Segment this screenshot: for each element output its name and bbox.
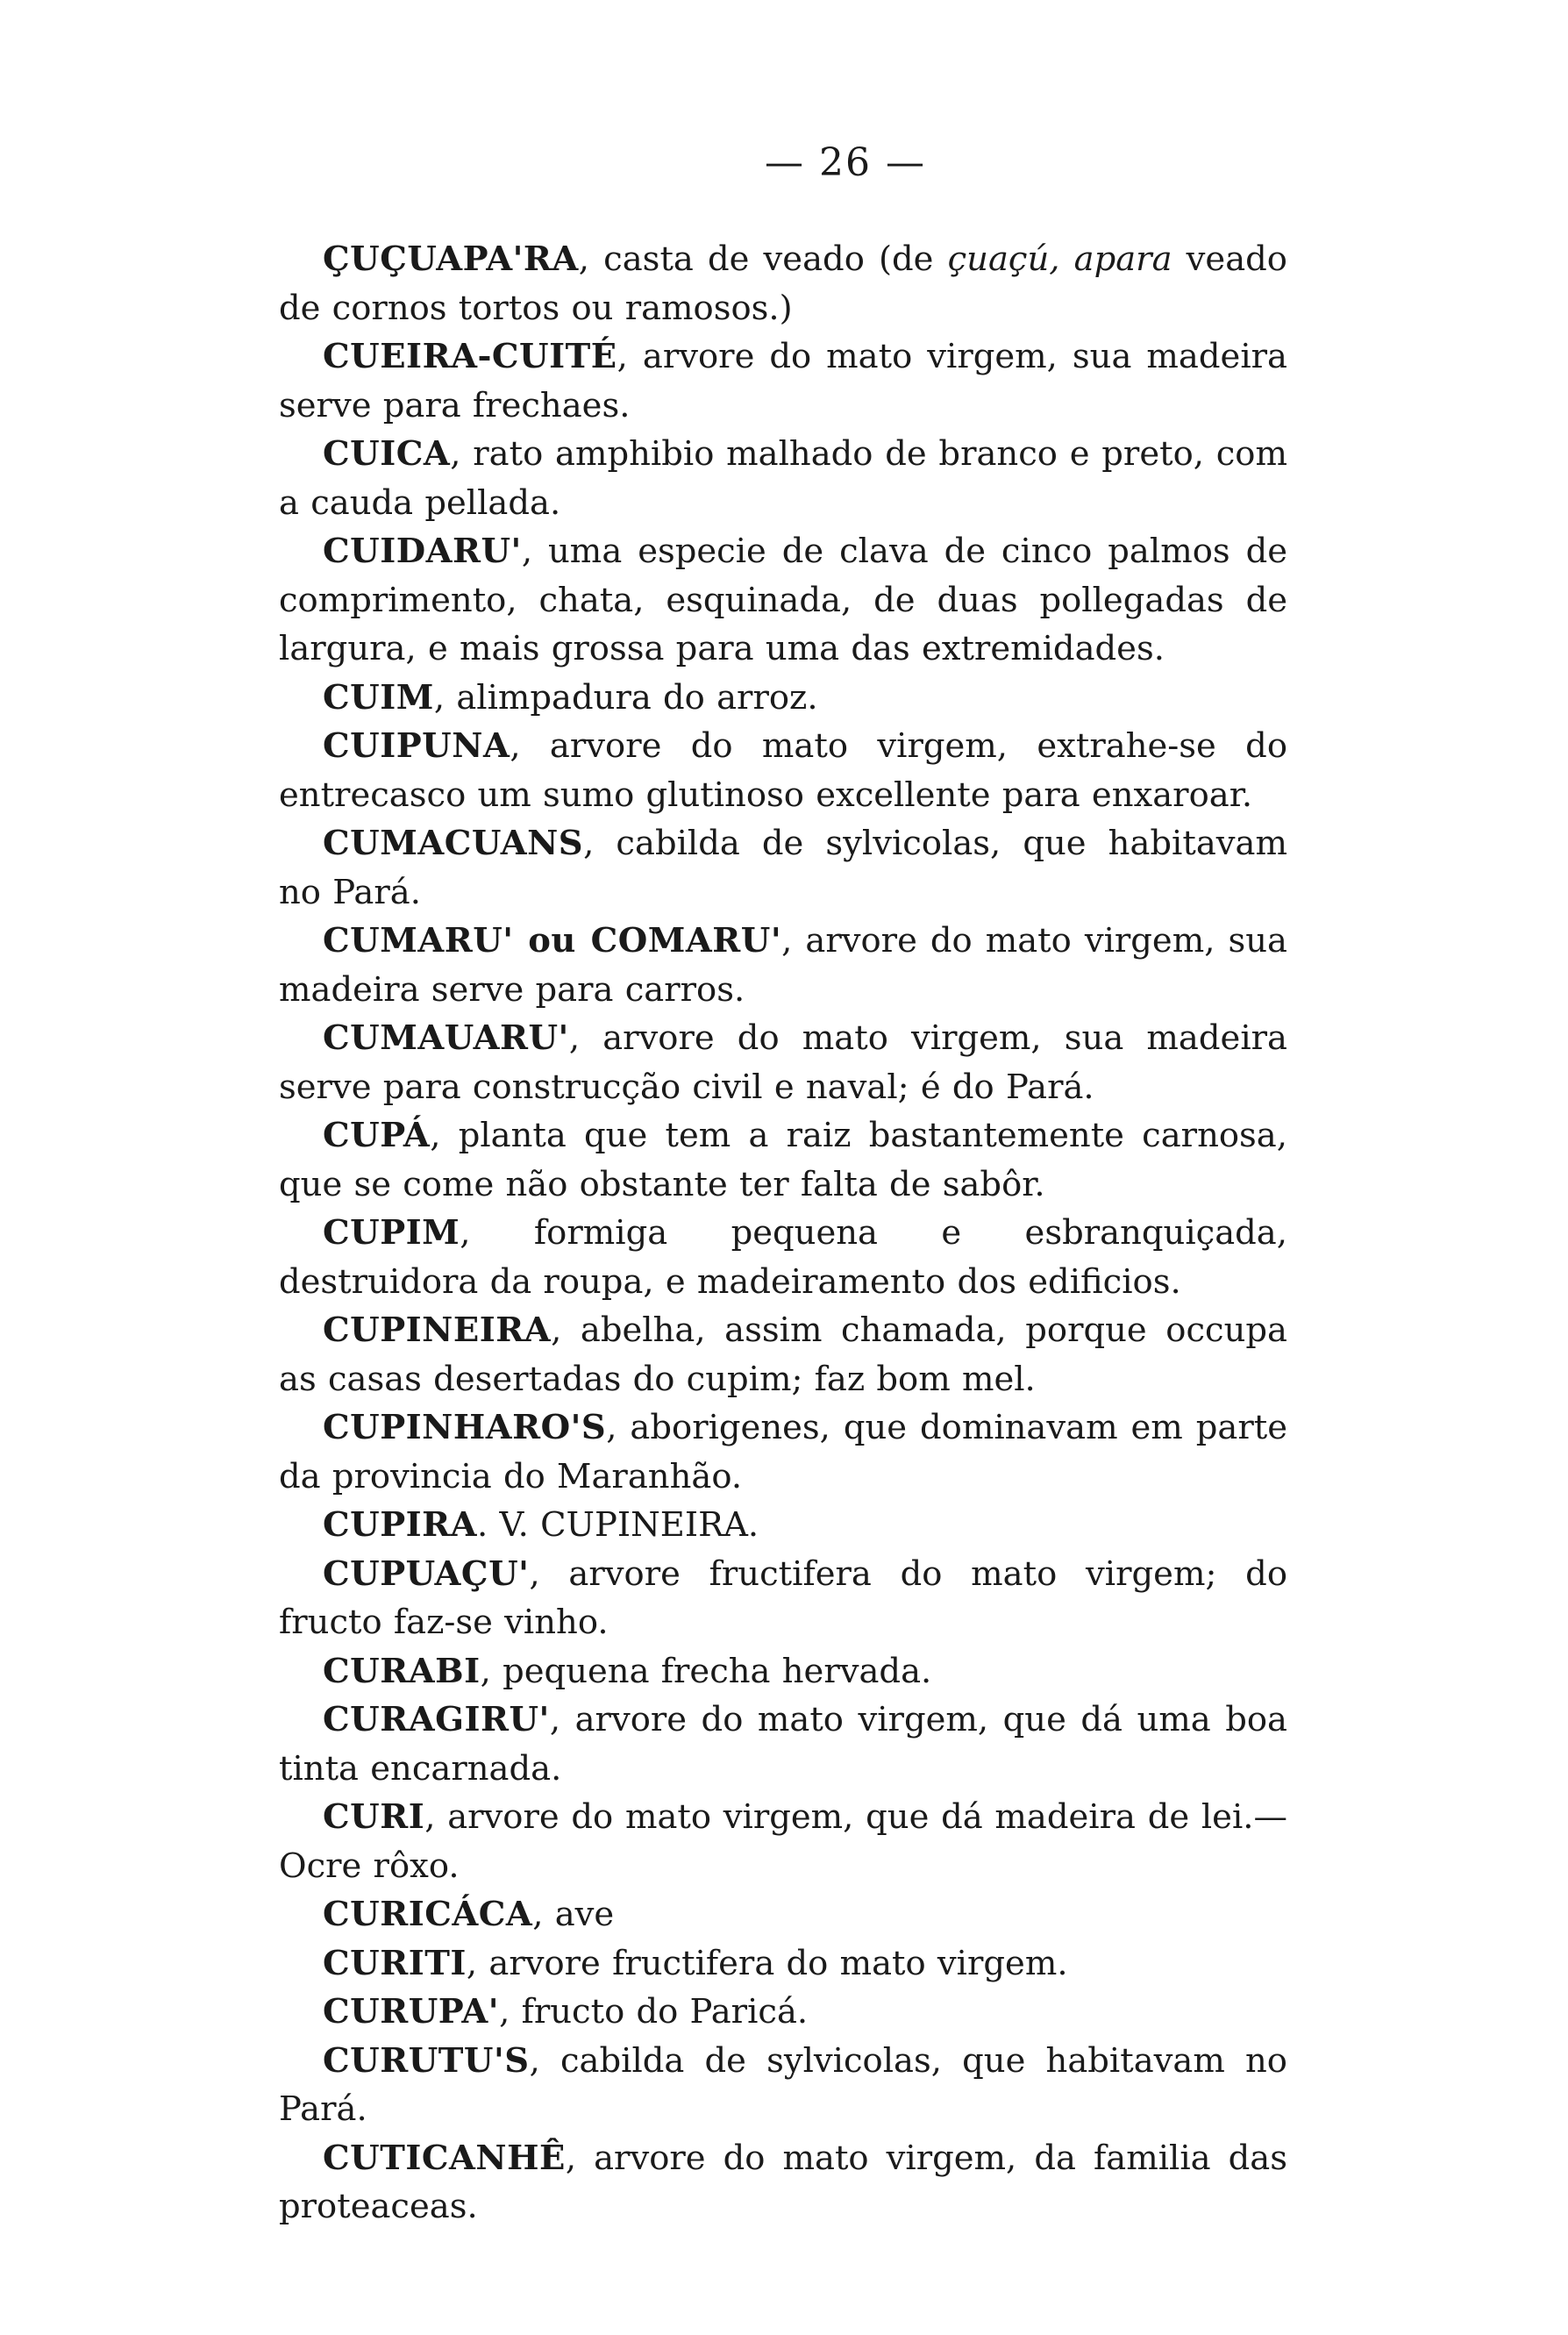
dictionary-entry: [279, 1501, 1287, 1550]
entry-definition: . V. CUPINEIRA.: [477, 1505, 759, 1545]
dictionary-entry: [279, 1209, 1287, 1306]
entry-term: CUICA: [323, 434, 451, 474]
dictionary-entry: [279, 1647, 1287, 1696]
entry-definition: , cabilda de sylvicolas, que habitavam no Pará.: [279, 2040, 1287, 2129]
dictionary-entry: [279, 819, 1287, 917]
entry-term: CUMARU' ou COMARU': [323, 921, 782, 960]
entry-term: CUMAUARU': [323, 1018, 569, 1058]
entry-definition: , arvore do mato virgem, sua madeira serve para frechaes.: [279, 337, 1287, 425]
dictionary-entry: [279, 2037, 1287, 2134]
entry-definition: , cabilda de sylvicolas, que habitavam no Pará.: [279, 824, 1287, 912]
entry-definition: , casta de veado (de çuaçú, apara veado de cornos tortos ou ramosos.): [279, 239, 1287, 328]
dictionary-entry: [279, 1014, 1287, 1111]
entry-term: CURAGIRU': [323, 1700, 550, 1739]
entry-definition: , uma especie de clava de cinco palmos de comprimento, chata, esquinada, de duas pollegadas de largura, e mais grossa para uma das extremidades.: [279, 532, 1287, 668]
entry-term: CUTICANHÊ: [323, 2138, 566, 2178]
entry-definition: , planta que tem a raiz bastantemente carnosa, que se come não obstante ter falta de sabôr.: [279, 1116, 1287, 1204]
entry-term: CUPÁ: [323, 1116, 431, 1155]
entry-definition: , arvore do mato virgem, que dá madeira de lei.— Ocre rôxo.: [279, 1797, 1287, 1886]
entry-term: CUIDARU': [323, 532, 522, 571]
entry-definition: , fructo do Paricá.: [499, 1992, 809, 2032]
entry-term: CUEIRA-CUITÉ: [323, 337, 617, 376]
dictionary-entry: [279, 1696, 1287, 1793]
dictionary-entry: [279, 430, 1287, 527]
entry-definition: , arvore do mato virgem, extrahe-se do entrecasco um sumo glutinoso excellente para enxaroar.: [279, 726, 1287, 815]
dictionary-entry: [279, 1403, 1287, 1501]
entry-term: CUPIRA: [323, 1505, 478, 1545]
entry-definition: , rato amphibio malhado de branco e preto, com a cauda pellada.: [279, 434, 1287, 523]
entry-term: CURABI: [323, 1651, 481, 1691]
entry-term: CUIM: [323, 677, 434, 718]
dictionary-entry: [279, 1988, 1287, 2037]
entry-term: CURICÁCA: [323, 1895, 533, 1934]
entry-definition: , arvore do mato virgem, sua madeira serve para construcção civil e naval; é do Pará.: [279, 1018, 1287, 1107]
page-number: — 26 —: [765, 140, 926, 185]
dictionary-entry: [279, 1306, 1287, 1403]
dictionary-entry: [279, 235, 1287, 332]
entry-definition: , arvore do mato virgem, da familia das proteaceas.: [279, 2138, 1287, 2226]
entry-definition: , ave: [532, 1895, 615, 1934]
entry-term: CUPIM: [323, 1213, 460, 1253]
entry-definition: , arvore do mato virgem, sua madeira serve para carros.: [279, 921, 1287, 1010]
dictionary-entries: [279, 235, 1287, 2231]
entry-term: ÇUÇUAPA'RA: [323, 239, 579, 279]
dictionary-entry: [279, 674, 1287, 723]
entry-term: CUPINHARO'S: [323, 1408, 607, 1447]
dictionary-entry: [279, 332, 1287, 430]
entry-definition: , abelha, assim chamada, porque occupa as casas desertadas do cupim; faz bom mel.: [279, 1310, 1287, 1399]
entry-term: CUPINEIRA: [323, 1310, 552, 1350]
entry-definition: , arvore fructifera do mato virgem; do fructo faz-se vinho.: [279, 1553, 1287, 1642]
dictionary-entry: [279, 1890, 1287, 1939]
entry-term: CUMACUANS: [323, 824, 584, 863]
dictionary-entry: [279, 527, 1287, 674]
dictionary-entry: [279, 1111, 1287, 1209]
dictionary-entry: [279, 722, 1287, 819]
entry-definition: , alimpadura do arroz.: [433, 677, 818, 718]
entry-definition: , pequena frecha hervada.: [480, 1651, 932, 1691]
dictionary-entry: [279, 917, 1287, 1014]
entry-term: CUIPUNA: [323, 726, 510, 766]
dictionary-entry: [279, 1939, 1287, 1989]
entry-definition: , arvore fructifera do mato virgem.: [466, 1943, 1068, 1983]
entry-term: CUPUAÇU': [323, 1553, 530, 1594]
dictionary-entry: [279, 1793, 1287, 1890]
dictionary-entry: [279, 2134, 1287, 2231]
entry-term: CURI: [323, 1797, 425, 1837]
entry-term: CURUPA': [323, 1992, 500, 2032]
dictionary-entry: [279, 1550, 1287, 1647]
entry-term: CURUTU'S: [323, 2040, 530, 2081]
entry-term: CURITI: [323, 1943, 467, 1983]
entry-definition: , aborigenes, que dominavam em parte da provincia do Maranhão.: [279, 1408, 1287, 1496]
entry-definition: , arvore do mato virgem, que dá uma boa tinta encarnada.: [279, 1700, 1287, 1789]
entry-definition: , formiga pequena e esbranquiçada, destruidora da roupa, e madeiramento dos edificios.: [279, 1213, 1287, 1302]
